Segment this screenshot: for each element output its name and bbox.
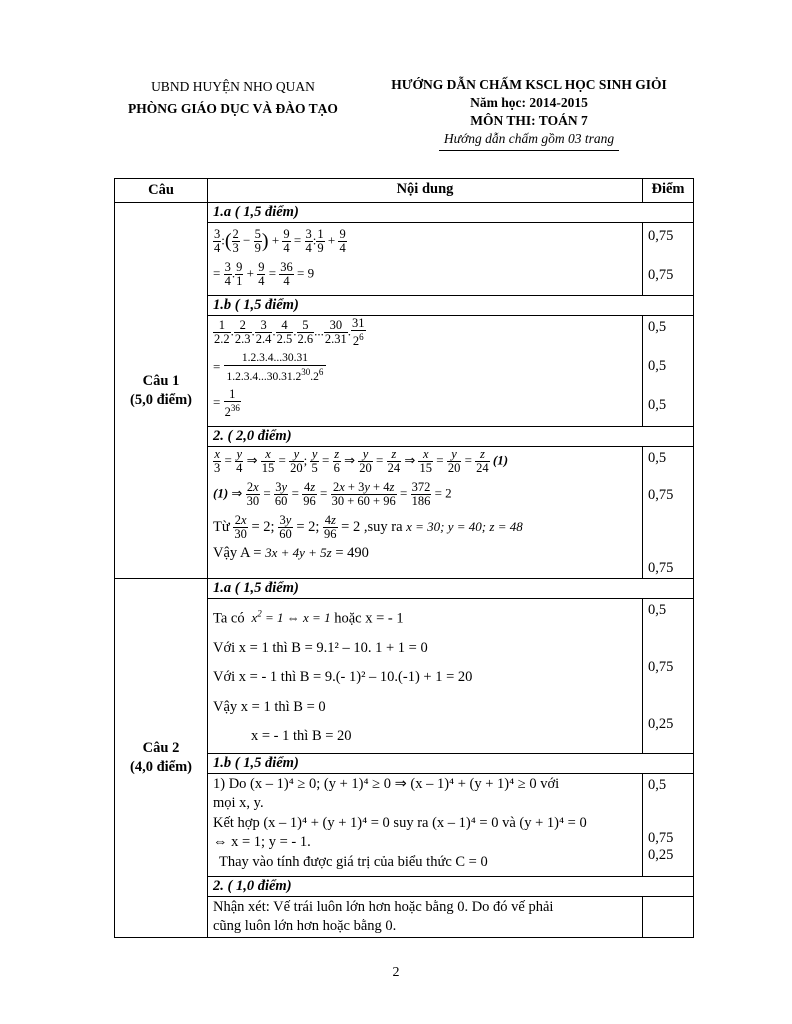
cau2-s1a-line2: Với x = 1 thì B = 9.1² – 10. 1 + 1 = 0: [213, 639, 428, 656]
point-value: 0,5: [648, 602, 667, 618]
cau2-s1b-line3: Kết hợp (x – 1)⁴ + (y + 1)⁴ = 0 suy ra (x – 1)⁴ = 0 và (y + 1)⁴ = 0: [213, 814, 587, 831]
point-value: 0,75: [648, 487, 674, 503]
cau2-s2-line2: cũng luôn lớn hơn hoặc bằng 0.: [213, 917, 397, 934]
point-value: 0,75: [648, 560, 674, 576]
text-suy-ra: ,suy ra: [363, 518, 403, 535]
cau1-s1a-title: 1.a ( 1,5 điểm): [208, 203, 694, 223]
col-header-diem: Điểm: [643, 179, 694, 203]
point-value: 0,75: [648, 659, 674, 675]
cau1-s2-content: [208, 447, 643, 579]
table-header-row: [115, 179, 694, 203]
school-year: Năm học: 2014-2015: [470, 95, 588, 110]
cau2-s2-points: [643, 896, 694, 937]
cau2-s1b-line2: mọi x, y.: [213, 795, 264, 812]
cau1-points: (5,0 điểm): [129, 391, 192, 408]
cau2-s1b-points: [643, 773, 694, 876]
cau1-s1b-content: [208, 316, 643, 427]
cau1-s2-line2: (1) ⇒ $\frac{2x}{30}$ = $\frac{3y}{60}$ = $\frac{4z}{96}$ = $\frac{2x + 3y + 4z}{30 + 60 + 96}$ = $\frac{372}{186}$ = 2: [213, 480, 452, 508]
cau1-label: Câu 1: [142, 372, 180, 389]
expr-a: 3x + 4y + 5z: [265, 545, 332, 560]
header-right: [370, 76, 688, 151]
cau2-s1b-line5: Thay vào tính được giá trị của biểu thức C = 0: [219, 853, 488, 870]
cau2-s1b-line4: ⇔ x = 1; y = - 1.: [213, 834, 311, 851]
page-count-note: Hướng dẫn chấm gồm 03 trang: [443, 131, 615, 146]
cau1-s1b-line1: $\frac{1}{2.2}$ . $\frac{2}{2.3}$ . $\frac{3}{2.4}$ . $\frac{4}{2.5}$ . $\frac{5}{2.6}$ ... $\frac{30}{2.31}$ . $\frac{31}{2^6}$: [214, 316, 365, 349]
cau1-s1a-points: [643, 223, 694, 296]
cau1-s2-line4: [213, 545, 637, 562]
header-left: [108, 76, 358, 120]
cau2-s2-line1: Nhận xét: Vế trái luôn lớn hơn hoặc bằng 0. Do đó vế phải: [213, 898, 554, 915]
district-name: UBND HUYỆN NHO QUAN: [151, 79, 315, 94]
text-vay-a: Vậy A =: [213, 545, 262, 561]
point-value: 0,5: [648, 397, 667, 413]
point-value: 0,75: [648, 267, 674, 283]
cau2-s2-content: [208, 896, 643, 937]
cau1-s1b-line3: = $\frac{1}{2^{36}}$: [213, 386, 240, 420]
point-value: 0,5: [648, 776, 667, 793]
department-name: PHÒNG GIÁO DỤC VÀ ĐÀO TẠO: [128, 101, 338, 116]
cau2-s1b-title: 1.b ( 1,5 điểm): [208, 753, 694, 773]
text-ta-co: Ta có: [213, 610, 245, 627]
cau2-s1a-line4: Vậy x = 1 thì B = 0: [213, 698, 326, 715]
cau1-label-cell: [115, 203, 208, 579]
cau2-s1b-content: [208, 773, 643, 876]
cau2-s1a-title-row: [115, 579, 694, 599]
cau1-s1a-title-row: [115, 203, 694, 223]
grading-table: [114, 178, 694, 938]
text-hoac: hoặc x = - 1: [334, 610, 404, 627]
point-value: 0,5: [648, 319, 667, 335]
point-value: 0,75: [648, 228, 674, 244]
cau1-s1a-content: [208, 223, 643, 296]
cau2-label: Câu 2: [142, 739, 180, 756]
cau1-s2-points: [643, 447, 694, 579]
point-value: 0,25: [648, 846, 674, 863]
cau2-s1a-content: [208, 599, 643, 754]
cau2-s1a-line1: Ta có $x^2 = 1$ ⇔ x = 1 hoặc x = - 1: [213, 609, 404, 627]
cau2-s1b-line1: 1) Do (x – 1)⁴ ≥ 0; (y + 1)⁴ ≥ 0 ⇒ (x – 1)⁴ + (y + 1)⁴ ≥ 0 với: [213, 775, 560, 792]
cau1-s1b-points: [643, 316, 694, 427]
col-header-cau: Câu: [115, 179, 208, 203]
cau1-s1b-title: 1.b ( 1,5 điểm): [208, 296, 694, 316]
point-value: 0,25: [648, 716, 674, 732]
page-number: 2: [392, 965, 400, 980]
cau1-s2-title: 2. ( 2,0 điểm): [208, 427, 694, 447]
text-tu: Từ: [213, 518, 230, 535]
header-underline: [439, 150, 619, 151]
cau1-s2-line3: Từ $\frac{2x}{30}$ = 2; $\frac{3y}{60}$ = 2; $\frac{4z}{96}$ = 2 ,suy ra x = 30; y = 40; z = 48: [213, 513, 523, 541]
point-value: 0,5: [648, 358, 667, 374]
doc-title: HƯỚNG DẪN CHẤM KSCL HỌC SINH GIỎI: [391, 77, 667, 92]
subject: MÔN THI: TOÁN 7: [470, 113, 588, 128]
result-a: = 490: [335, 545, 369, 561]
col-header-noidung: Nội dung: [208, 179, 643, 203]
solution-xyz: x = 30; y = 40; z = 48: [406, 518, 523, 534]
cau2-s1a-points: [643, 599, 694, 754]
cau2-label-cell: [115, 579, 208, 938]
point-value: 0,5: [648, 450, 667, 466]
cau1-s1a-line1: $\frac{3}{4}$ :( $\frac{2}{3}$ − $\frac{5}{9}$ ) + $\frac{9}{4}$ = $\frac{3}{4}$ : $\frac{1}{9}$ + $\frac{9}{4}$: [214, 227, 346, 255]
cau2-points: (4,0 điểm): [129, 758, 192, 775]
cau2-s2-title: 2. ( 1,0 điểm): [208, 876, 694, 896]
cau1-s1a-line2: = $\frac{3}{4}$ . $\frac{9}{1}$ + $\frac{9}{4}$ = $\frac{36}{4}$ = 9: [213, 260, 315, 288]
cau2-s1a-line3: Với x = - 1 thì B = 9.(- 1)² – 10.(-1) + 1 = 20: [213, 669, 473, 686]
point-value: 0,75: [648, 829, 674, 846]
cau2-s1a-line5: x = - 1 thì B = 20: [251, 728, 352, 745]
cau2-s1a-title: 1.a ( 1,5 điểm): [208, 579, 694, 599]
cau1-s1b-line2: = $\frac{1.2.3.4...30.31}{1.2.3.4...30.31.2^{30}.2^6}$: [213, 352, 326, 383]
cau1-s2-line1: $\frac{x}{3}$ = $\frac{y}{4}$ ⇒ $\frac{x}{15}$ = $\frac{y}{20}$ ; $\frac{y}{5}$ = $\frac{z}{6}$ ⇒ $\frac{y}{20}$ = $\frac{z}{24}$ ⇒ $\frac{x}{15}$ = $\frac{y}{20}$ = $\frac{z}{24}$ (1): [214, 447, 509, 475]
